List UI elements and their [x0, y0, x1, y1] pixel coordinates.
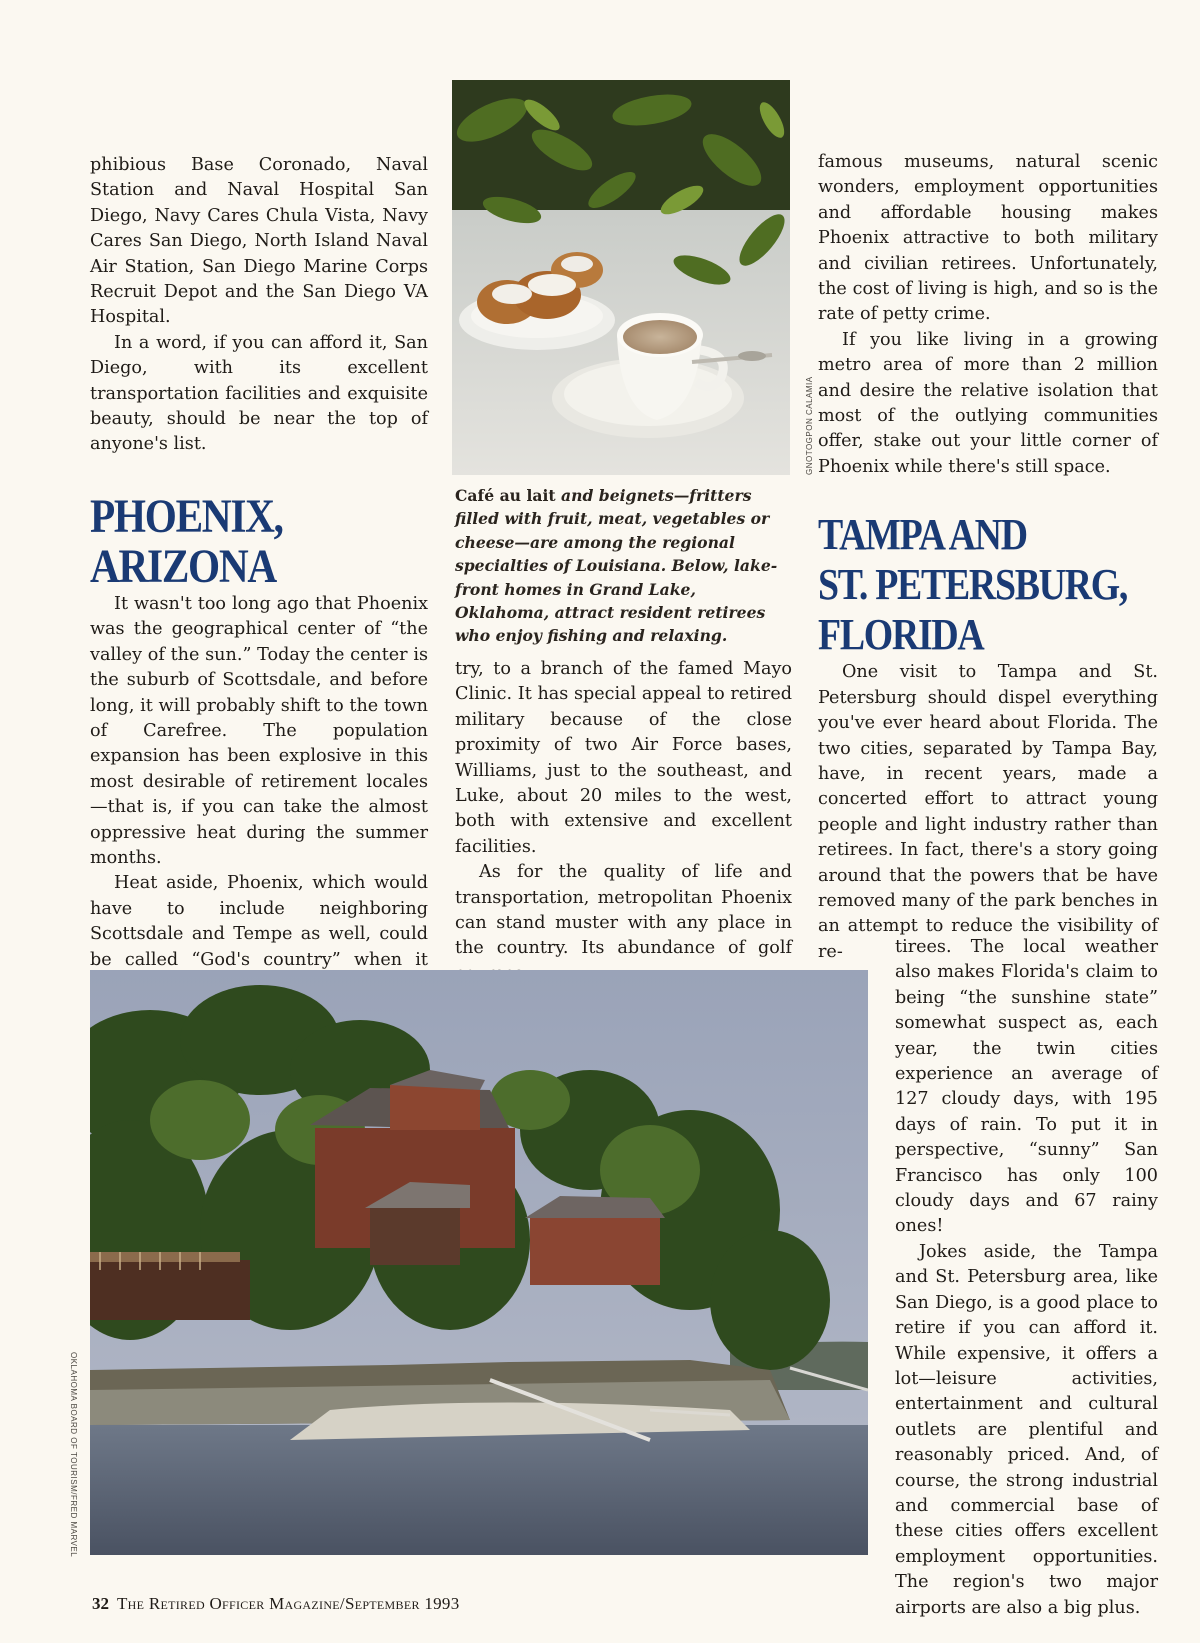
middle-column: [455, 657, 792, 987]
left-paragraph-2: In a word, if you can afford it, San Diego, with its excellent transportation facilities and exquisite beauty, should be near the top of anyone's list.: [90, 332, 428, 455]
photo-caption: [455, 484, 792, 648]
tampa-heading-line-2: ST. PETERSBURG,: [818, 560, 1128, 610]
caption-text: and beignets—fritters filled with fruit, meat, vegetables or cheese—are among the regional specialties of Louisiana. Below, lake-front homes in Grand Lake, Oklahoma, attract resident retirees who enjoy fishing and relaxing.: [455, 486, 778, 646]
left-paragraph-1: phibious Base Coronado, Naval Station and Naval Hospital San Diego, Navy Cares Chula Vista, Navy Cares San Diego, North Island Naval Air Station, San Diego Marine Corps Recruit Depot and the San Diego VA Hospital.: [90, 155, 428, 328]
page-number: 32: [92, 1594, 109, 1613]
middle-paragraph-1: try, to a branch of the famed Mayo Clinic. It has special appeal to retired military because of the close proximity of two Air Force bases, Williams, just to the southeast, and Luke, about 20 miles to the west, both with extensive and excellent facilities.: [455, 659, 792, 857]
left-paragraph-3: It wasn't too long ago that Phoenix was the geographical center of “the valley of the sun.” Today the center is the suburb of Scottsdale, and before long, it will probably shift to the town of Carefree. The population expansion has been explosive in this most desirable of retirement locales—that is, if you can take the almost oppressive heat during the summer months.: [90, 593, 428, 868]
tampa-heading: [818, 510, 1128, 660]
right-column: [818, 150, 1158, 965]
right-column-continued: [895, 935, 1158, 1621]
tampa-heading-line-3: FLORIDA: [818, 610, 984, 660]
right-paragraph-3-continued: tirees. The local weather also makes Florida's claim to being “the sunshine state” somewhat suspect as, each year, the twin cities experience an average of 127 cloudy days, with 195 days of rain. To put it in perspective, “sunny” San Francisco has only 100 cloudy days and 67 rainy ones!: [895, 937, 1158, 1237]
caption-lead: Café au lait: [455, 486, 556, 505]
lakefront-homes-photo: [90, 970, 868, 1555]
right-paragraph-3: One visit to Tampa and St. Petersburg should dispel everything you've ever heard about Florida. The two cities, separated by Tampa Bay, have, in recent years, made a concerted effort to attract young people and light industry rather than retirees. In fact, there's a story going around that the powers that be have removed many of the park benches in an attempt to reduce the visibility of re-: [818, 662, 1158, 962]
coffee-beignets-photo: [452, 80, 790, 475]
top-photo-credit: GNOTOGPON CALAMIA: [805, 376, 814, 475]
page-footer: [92, 1594, 460, 1614]
right-paragraph-4: Jokes aside, the Tampa and St. Petersburg area, like San Diego, is a good place to retire if you can afford it. While expensive, it offers a lot—leisure activities, entertainment and cultural outlets are plentiful and reasonably priced. And, of course, the strong industrial and commercial base of these cities offers excellent employment opportunities. The region's two major airports are also a big plus.: [895, 1241, 1158, 1618]
tampa-heading-line-1: TAMPA AND: [818, 510, 1027, 560]
right-paragraph-2: If you like living in a growing metro area of more than 2 million and desire the relative isolation that most of the outlying communities offer, stake out your little corner of Phoenix while there's still space.: [818, 329, 1158, 477]
bottom-photo-credit: OKLAHOMA BOARD OF TOURISM/FRED MARVEL: [69, 1352, 78, 1558]
left-column: [90, 153, 428, 1075]
right-paragraph-1: famous museums, natural scenic wonders, employment opportunities and affordable housing makes Phoenix attractive to both military and civilian retirees. Unfortunately, the cost of living is high, and so is the rate of petty crime.: [818, 152, 1158, 325]
magazine-name: The Retired Officer Magazine/September 1993: [117, 1594, 460, 1613]
phoenix-heading: PHOENIX, ARIZONA: [90, 489, 283, 593]
middle-paragraph-2: As for the quality of life and transportation, metropolitan Phoenix can stand muster with any place in the country. Its abundance of golf: [455, 862, 792, 959]
left-paragraph-4: Heat aside, Phoenix, which would have to include neighboring Scottsdale and Tempe as well, could be called “God's country” when it: [90, 873, 428, 970]
